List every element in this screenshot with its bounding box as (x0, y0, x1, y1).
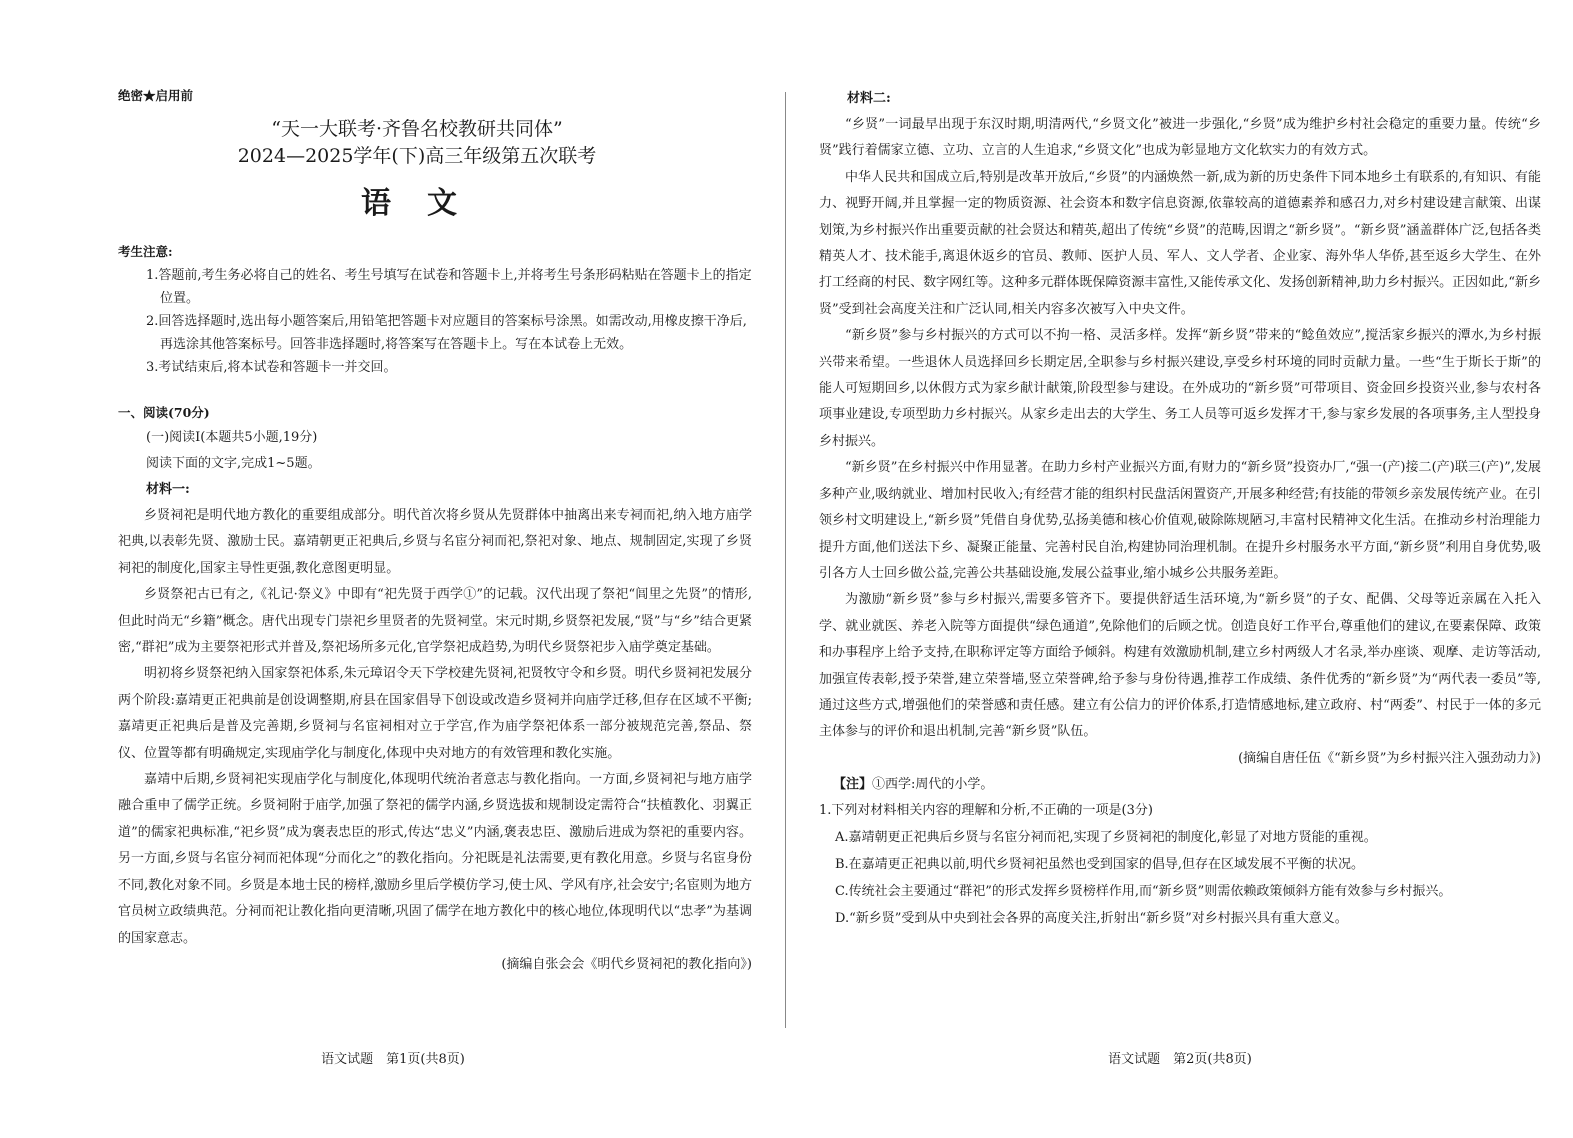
notice-item: 2.回答选择题时,选出每小题答案后,用铅笔把答题卡对应题目的答案标号涂黑。如需改动,用橡皮擦干净后,再选涂其他答案标号。回答非选择题时,将答案写在答题卡上。写在本试卷上无效。 (146, 314, 747, 352)
material1-source: (摘编自张会会《明代乡贤祠祀的教化指向》) (501, 956, 752, 972)
footnote (819, 772, 1543, 798)
footnote-text: ①西学:周代的小学。 (872, 776, 994, 792)
notice-item: 1.答题前,考生务必将自己的姓名、考生号填写在试卷和答题卡上,并将考生号条形码粘贴在答题卡上的指定位置。 (146, 268, 752, 306)
section-heading: 一、阅读(70分) (118, 405, 210, 420)
page-2 (787, 0, 1573, 1138)
material1-paragraph: 明初将乡贤祭祀纳入国家祭祀体系,朱元璋诏令天下学校建先贤祠,祀贤牧守令和乡贤。明代乡贤祠祀发展分两个阶段:嘉靖更正祀典前是创设调整期,府县在国家倡导下创设或改造乡贤祠并向庙学迁移,但存在区域不平衡;嘉靖更正祀典后是普及完善期,乡贤祠与名宦祠相对立于学宫,作为庙学祭祀体系一部分被规范完善,祭品、祭仪、位置等都有明确规定,实现庙学化与制度化,体现中央对地方的有效管理和教化实施。 (118, 666, 752, 761)
subject-title: 语文 (361, 186, 493, 221)
exam-title-line2: 2024—2025学年(下)高三年级第五次联考 (237, 145, 597, 167)
material1-paragraph: 嘉靖中后期,乡贤祠祀实现庙学化与制度化,体现明代统治者意志与教化指向。一方面,乡贤祠祀与地方庙学融合重申了儒学正统。乡贤祠附于庙学,加强了祭祀的儒学内涵,乡贤选拔和规制设定需符合“扶植教化、羽翼正道”的儒家祀典标准,“祀乡贤”成为褒表忠臣的形式,传达“忠义”内涵,褒表忠臣、激励后进成为祭祀的重要内容。另一方面,乡贤与名宦分祠而祀体现“分而化之”的教化指向。分祀既是礼法需要,更有教化用意。乡贤与名宦身份不同,教化对象不同。乡贤是本地士民的榜样,激励乡里后学模仿学习,使士风、学风有序,社会安宁;名宦则为地方官员树立政绩典范。分祠而祀让教化指向更清晰,巩固了儒学在地方教化中的核心地位,体现明代以“忠孝”为基调的国家意志。 (118, 772, 752, 946)
option-b: B.在嘉靖更正祀典以前,明代乡贤祠祀虽然也受到国家的倡导,但存在区域发展不平衡的状况。 (835, 856, 1364, 872)
material2-source: (摘编自唐任伍《“新乡贤”为乡村振兴注入强劲动力》) (1238, 750, 1541, 766)
material2-paragraph: “乡贤”一词最早出现于东汉时期,明清两代,“乡贤文化”被进一步强化,“乡贤”成为维护乡村社会稳定的重要力量。传统“乡贤”践行着儒家立德、立功、立言的人生追求,“乡贤文化”也成为彰显地方文化软实力的有效方式。 (819, 117, 1541, 159)
sub-heading: (一)阅读Ⅰ(本题共5小题,19分) (146, 430, 318, 445)
option-d: D.“新乡贤”受到从中央到社会各界的高度关注,折射出“新乡贤”对乡村振兴具有重大意义。 (835, 910, 1348, 926)
instruction: 阅读下面的文字,完成1~5题。 (146, 456, 321, 471)
material1-paragraph: 乡贤祭祀古已有之,《礼记·祭义》中即有“祀先贤于西学①”的记载。汉代出现了祭祀“闾里之先贤”的情形,但此时尚无“乡籍”概念。唐代出现专门崇祀乡里贤者的先贤祠堂。宋元时期,乡贤祭祀发展,“贤”与“乡”结合更紧密,“群祀”成为主要祭祀形式并普及,祭祀场所多元化,官学祭祀成趋势,为明代乡贤祭祀步入庙学奠定基础。 (118, 587, 752, 656)
material2-paragraph: “新乡贤”参与乡村振兴的方式可以不拘一格、灵活多样。发挥“新乡贤”带来的“鲶鱼效应”,搅活家乡振兴的潭水,为乡村振兴带来希望。一些退休人员选择回乡长期定居,全职参与乡村振兴建设,享受乡村环境的同时贡献力量。一些“生于斯长于斯”的能人可短期回乡,以休假方式为家乡献计献策,阶段型参与建设。在外成功的“新乡贤”可带项目、资金回乡投资兴业,参与农村各项事业建设,专项型助力乡村振兴。从家乡走出去的大学生、务工人员等可返乡发挥才干,参与家乡发展的各项事务,主人型投身乡村振兴。 (819, 328, 1541, 449)
option-a: A.嘉靖朝更正祀典后乡贤与名宦分祠而祀,实现了乡贤祠祀的制度化,彰显了对地方贤能的重视。 (835, 829, 1377, 845)
material1-heading: 材料一: (146, 482, 190, 497)
notice-item: 3.考试结束后,将本试卷和答题卡一并交回。 (146, 360, 397, 375)
option-c: C.传统社会主要通过“群祀”的形式发挥乡贤榜样作用,而“新乡贤”则需依赖政策倾斜方能有效参与乡村振兴。 (835, 883, 1452, 899)
footnote-label: 【注】 (833, 776, 873, 792)
confidential-label: 绝密★启用前 (118, 88, 194, 103)
page-footer: 语文试题 第2页(共8页) (1108, 1052, 1252, 1067)
question-1: 1.下列对材料相关内容的理解和分析,不正确的一项是(3分) (819, 802, 1153, 818)
page-divider (785, 92, 786, 1028)
page-footer: 语文试题 第1页(共8页) (321, 1052, 465, 1067)
material1-paragraph: 乡贤祠祀是明代地方教化的重要组成部分。明代首次将乡贤从先贤群体中抽离出来专祠而祀,纳入地方庙学祀典,以表彰先贤、激励士民。嘉靖朝更正祀典后,乡贤与名宦分祠而祀,祭祀对象、地点、规制固定,实现了乡贤祠祀的制度化,国家主导性更强,教化意图更明显。 (118, 508, 752, 576)
material2-heading: 材料二: (847, 91, 891, 106)
material2-paragraph: 中华人民共和国成立后,特别是改革开放后,“乡贤”的内涵焕然一新,成为新的历史条件下同本地乡土有联系的,有知识、有能力、视野开阔,并且掌握一定的物质资源、社会资本和数字信息资源,依靠较高的道德素养和感召力,对乡村建设建言献策、出谋划策,为乡村振兴作出重要贡献的社会贤达和精英,超出了传统“乡贤”的范畴,因谓之“新乡贤”。“新乡贤”涵盖群体广泛,包括各类精英人才、技术能手,离退休返乡的官员、教师、医护人员、军人、文人学者、企业家、海外华人华侨,甚至返乡大学生、在外打工经商的村民、数字网红等。这种多元群体既保障资源丰富性,又能传承文化、发扬创新精神,助力乡村振兴。正因如此,“新乡贤”受到社会高度关注和广泛认同,相关内容多次被写入中央文件。 (819, 169, 1541, 317)
notice-heading: 考生注意: (118, 244, 173, 259)
material2-paragraph: 为激励“新乡贤”参与乡村振兴,需要多管齐下。要提供舒适生活环境,为“新乡贤”的子女、配偶、父母等近亲属在入托入学、就业就医、养老入院等方面提供“绿色通道”,免除他们的后顾之忧。创造良好工作平台,尊重他们的建议,在要素保障、政策和办事程序上给予支持,在职称评定等方面给予倾斜。构建有效激励机制,建立乡村两级人才名录,举办座谈、观摩、走访等活动,加强宣传表彰,授予荣誉,建立荣誉墙,竖立荣誉碑,给予参与身份待遇,推荐工作成绩、条件优秀的“新乡贤”为“两代表一委员”等,通过这些方式,增强他们的荣誉感和责任感。建立有公信力的评价体系,打造情感地标,建立政府、村“两委”、村民于一体的多元主体参与的评价和退出机制,完善“新乡贤”队伍。 (819, 592, 1541, 740)
material2-paragraph: “新乡贤”在乡村振兴中作用显著。在助力乡村产业振兴方面,有财力的“新乡贤”投资办厂,“强一(产)接二(产)联三(产)”,发展多种产业,吸纳就业、增加村民收入;有经营才能的组织村民盘活闲置资产,开展多种经营;有技能的带领乡亲发展传统产业。在引领乡村文明建设上,“新乡贤”凭借自身优势,弘扬美德和核心价值观,破除陈规陋习,丰富村民精神文化生活。在推动乡村治理能力提升方面,他们送法下乡、凝聚正能量、完善村民自治,构建协同治理机制。在提升乡村服务水平方面,“新乡贤”利用自身优势,吸引各方人士回乡做公益,完善公共基础设施,发展公益事业,缩小城乡公共服务差距。 (819, 460, 1541, 581)
exam-title-line1: “天一大联考·齐鲁名校教研共同体” (271, 118, 563, 140)
page-1 (0, 0, 786, 1138)
